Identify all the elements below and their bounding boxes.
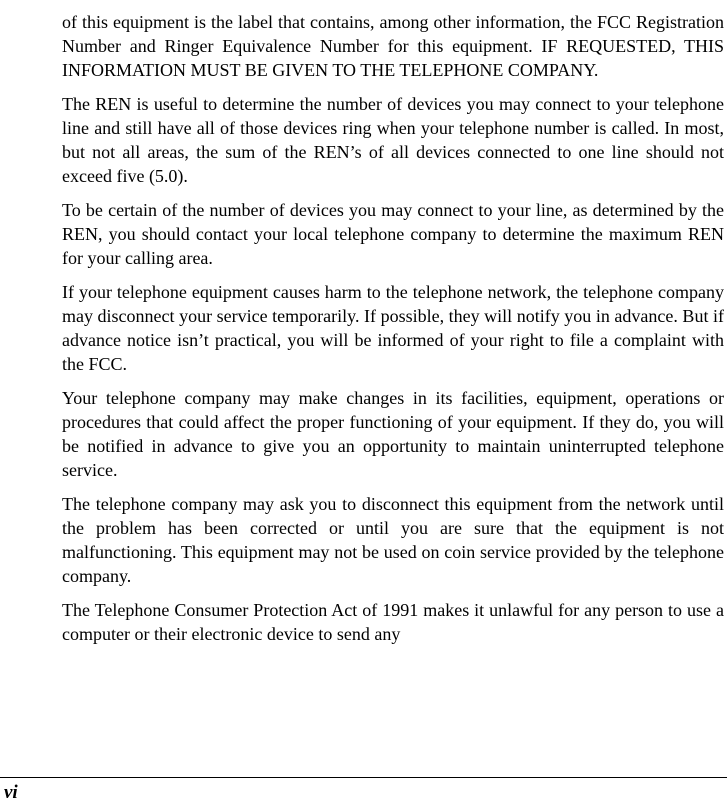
- paragraph-facility-changes: Your telephone company may make changes in its facilities, equipment, operations or procedures that could affect the proper functioning of your equipment. If they do, you will be notified in advance to give you an opportunity to maintain uninterrupted telephone service.: [62, 388, 724, 480]
- document-body: [62, 10, 724, 656]
- footer-divider: [0, 777, 727, 778]
- paragraph-disconnect-request: The telephone company may ask you to disconnect this equipment from the network until the problem has been corrected or until you are sure that the equipment is not malfunctioning. This equipment may not be used on coin service provided by the telephone company.: [62, 494, 724, 586]
- paragraph-network-harm: If your telephone equipment causes harm to the telephone network, the telephone company may disconnect your service temporarily. If possible, they will notify you in advance. But if advance notice isn’t practical, you will be informed of your right to file a complaint with the FCC.: [62, 282, 724, 374]
- paragraph-tcpa: The Telephone Consumer Protection Act of 1991 makes it unlawful for any person to use a computer or their electronic device to send any: [62, 600, 724, 644]
- page-number: vi: [4, 782, 18, 803]
- paragraph-ren-usefulness: The REN is useful to determine the number of devices you may connect to your telephone line and still have all of those devices ring when your telephone number is called. In most, but not all areas, the sum of the REN’s of all devices connected to one line should not exceed five (5.0).: [62, 94, 724, 186]
- paragraph-ren-certainty: To be certain of the number of devices you may connect to your line, as determined by the REN, you should contact your local telephone company to determine the maximum REN for your calling area.: [62, 200, 724, 268]
- paragraph-fcc-registration: of this equipment is the label that contains, among other information, the FCC Registration Number and Ringer Equivalence Number for this equipment. IF REQUESTED, THIS INFORMATION MUST BE GIVEN TO THE TELEPHONE COMPANY.: [62, 12, 724, 80]
